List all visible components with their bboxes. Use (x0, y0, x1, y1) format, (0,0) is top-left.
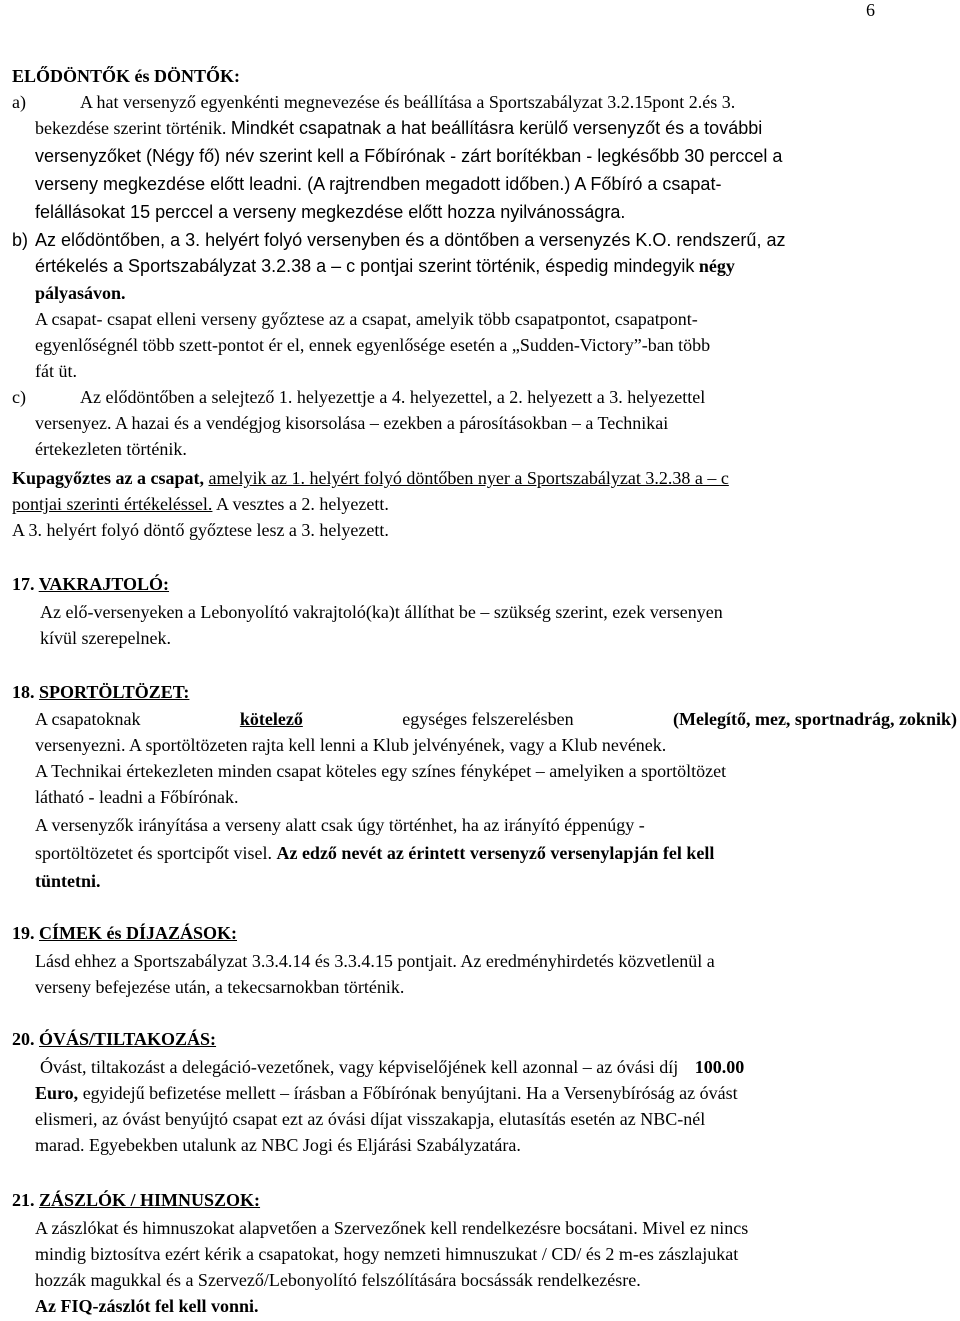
section-21-line-2: mindig biztosítva ezért kérik a csapatokat, hogy nemzeti himnuszukat / CD/ és 2 m-es zászlajukat (35, 1244, 739, 1264)
section-19-line-2: verseny befejezése után, a tekecsarnokban történik. (35, 977, 405, 997)
section-18-line-3: A Technikai értekezleten minden csapat köteles egy színes fényképet – amelyiken a sportöltözet (35, 761, 727, 781)
page-number: 6 (866, 0, 875, 20)
section-17-line-2: kívül szerepelnek. (40, 628, 171, 648)
section-18-line-5: A versenyzők irányítása a verseny alatt csak úgy történhet, ha az irányító éppenúgy - (35, 815, 645, 835)
section-18-line-7: tüntetni. (35, 871, 101, 891)
section-heading-preliminaries: ELŐDÖNTŐK és DÖNTŐK: (12, 66, 241, 86)
third-place-line: A 3. helyért folyó döntő győztese lesz a 3. helyezett. (12, 520, 389, 540)
section-21-line-3: hozzák magukkal és a Szervező/Lebonyolító felszólítására bocsássák rendelkezésre. (35, 1270, 641, 1290)
paragraph-a-line-1: A hat versenyző egyenkénti megnevezése és beállítása a Sportszabályzat 3.2.15pont 2.és 3. (80, 92, 736, 112)
paragraph-a-line-3: versenyzőket (Négy fő) név szerint kell a Főbírónak - zárt borítékban - legkésőbb 30 perccel a (35, 146, 783, 166)
cup-winner-line-1: Kupagyőztes az a csapat, amelyik az 1. helyért folyó döntőben nyer a Sportszabályzat 3.2.38 a – c (12, 468, 729, 488)
section-17-heading: 17. VAKRAJTOLÓ: (12, 574, 170, 594)
item-label-a: a) (12, 92, 26, 112)
paragraph-a-line-4: verseny megkezdése előtt leadni. (A rajtrendben megadott időben.) A Főbíró a csapat- (35, 174, 722, 194)
section-18-line-6: sportöltözetet és sportcipőt visel. Az edző nevét az érintett versenyző versenylapján fel kell (35, 843, 715, 863)
paragraph-c-line-1: Az elődöntőben a selejtező 1. helyezettje a 4. helyezettel, a 2. helyezett a 3. helyezettel (80, 387, 706, 407)
cup-winner-line-2: pontjai szerinti értékeléssel. A vesztes a 2. helyezett. (12, 494, 389, 514)
paragraph-b2-line-1: A csapat- csapat elleni verseny győztese az a csapat, amelyik több csapatpontot, csapatpont- (35, 309, 698, 329)
section-20-line-4: marad. Egyebekben utalunk az NBC Jogi és Eljárási Szabályzatára. (35, 1135, 521, 1155)
section-18-line-4: látható - leadni a Főbírónak. (35, 787, 239, 807)
section-20-line-2: Euro, egyidejű befizetése mellett – írásban a Főbírónak benyújtani. Ha a Versenybíróság az óvást (35, 1083, 738, 1103)
paragraph-b-line-2: értékelés a Sportszabályzat 3.2.38 a – c pontjai szerint történik, éspedig mindegyik négy (35, 256, 735, 276)
section-19-line-1: Lásd ehhez a Sportszabályzat 3.3.4.14 és 3.3.4.15 pontjait. Az eredményhirdetés közvetlenül a (35, 951, 715, 971)
paragraph-c-line-2: versenyez. A hazai és a vendégjog kisorsolása – ezekben a párosításokban – a Technikai (35, 413, 669, 433)
paragraph-b2-line-2: egyenlőségnél több szett-pontot ér el, ennek egyenlősége esetén a „Sudden-Victory”-ban több (35, 335, 711, 355)
section-20-line-3: elismeri, az óvást benyújtó csapat ezt az óvási díjat visszakapja, elutasítás esetén az NBC-nél (35, 1109, 706, 1129)
section-20-heading: 20. ÓVÁS/TILTAKOZÁS: (12, 1029, 217, 1049)
section-21-line-1: A zászlókat és himnuszokat alapvetően a Szervezőnek kell rendelkezésre bocsátani. Mivel ez nincs (35, 1218, 749, 1238)
paragraph-b-line-3: pályasávon. (35, 283, 126, 303)
item-label-b: b) (12, 230, 29, 250)
section-17-line-1: Az elő-versenyeken a Lebonyolító vakrajtoló(ka)t állíthat be – szükség szerint, ezek versenyen (40, 602, 723, 622)
section-18-heading: 18. SPORTÖLTÖZET: (12, 682, 190, 702)
paragraph-b-line-1: Az elődöntőben, a 3. helyért folyó versenyben és a döntőben a versenyzés K.O. rendszerű, az (35, 230, 786, 250)
paragraph-a-line-5: felállásokat 15 perccel a verseny megkezdése előtt hozza nyilvánosságra. (35, 202, 626, 222)
section-19-heading: 19. CÍMEK és DÍJAZÁSOK: (12, 923, 238, 943)
paragraph-a-line-2: bekezdése szerint történik. Mindkét csapatnak a hat beállításra kerülő versenyzőt és a további (35, 118, 763, 138)
section-21-line-4: Az FIQ-zászlót fel kell vonni. (35, 1296, 259, 1316)
section-18-line-2: versenyezni. A sportöltözeten rajta kell lenni a Klub jelvényének, vagy a Klub nevének. (35, 735, 667, 755)
section-20-line-1: Óvást, tiltakozást a delegáció-vezetőnek, vagy képviselőjének kell azonnal – az óvási díj 100.00 (40, 1057, 745, 1077)
item-label-c: c) (12, 387, 26, 407)
paragraph-c-line-3: értekezleten történik. (35, 439, 187, 459)
section-18-line-1: A csapatoknak kötelező egységes felszerelésben (Melegítő, mez, sportnadrág, zoknik) (35, 709, 957, 729)
paragraph-b2-line-3: fát üt. (35, 361, 77, 381)
section-21-heading: 21. ZÁSZLÓK / HIMNUSZOK: (12, 1190, 261, 1210)
